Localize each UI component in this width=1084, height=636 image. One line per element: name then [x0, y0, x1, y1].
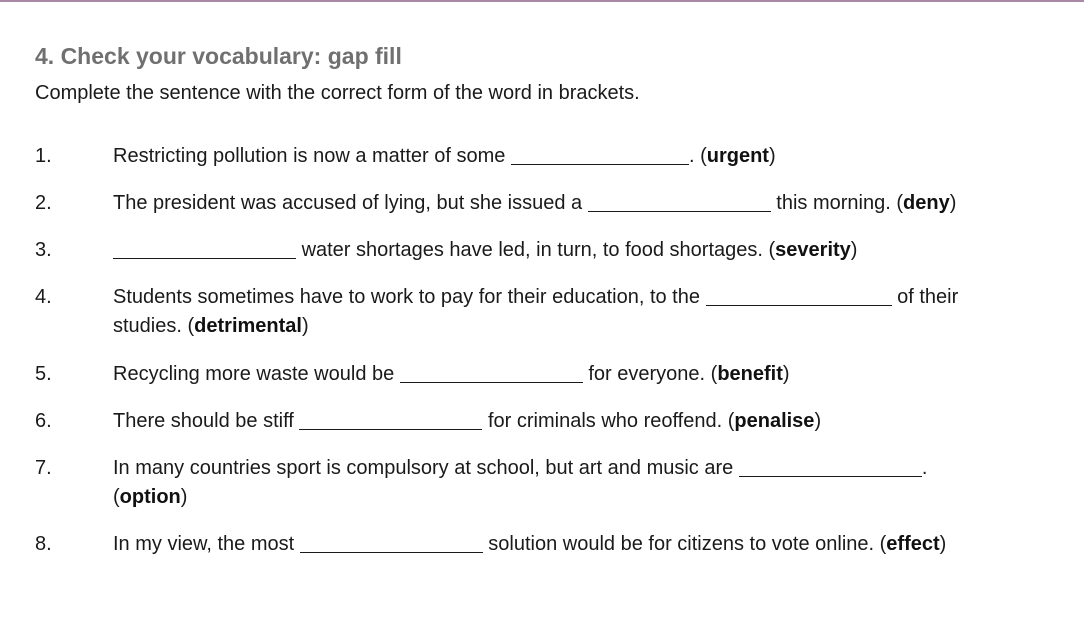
exercise-instructions: Complete the sentence with the correct form of the word in brackets. — [35, 82, 640, 104]
sentence-text: In many countries sport is compulsory at school, but art and music are — [113, 457, 734, 479]
sentence-text: . ( — [688, 145, 707, 167]
bracket-close: ) — [814, 410, 822, 432]
bracket-word: benefit — [717, 363, 783, 385]
item-number: 4. — [35, 286, 52, 308]
answer-blank[interactable] — [300, 551, 483, 553]
sentence-text: . — [921, 457, 928, 479]
sentence-text: Students sometimes have to work to pay for their education, to the — [113, 286, 700, 308]
sentence-text: In my view, the most — [113, 533, 295, 555]
answer-blank[interactable] — [706, 304, 892, 306]
answer-blank[interactable] — [299, 428, 482, 430]
bracket-word: detrimental — [194, 315, 302, 337]
sentence-text: ( — [113, 486, 120, 508]
sentence-text: of their — [897, 286, 959, 308]
bracket-close: ) — [850, 239, 858, 261]
bracket-word: penalise — [734, 410, 815, 432]
sentence-text: for criminals who reoffend. ( — [487, 410, 735, 432]
bracket-word: effect — [886, 533, 940, 555]
sentence-text: The president was accused of lying, but she issued a — [113, 192, 583, 214]
bracket-close: ) — [939, 533, 947, 555]
sentence-text: for everyone. ( — [588, 363, 718, 385]
answer-blank[interactable] — [739, 475, 922, 477]
sentence-text: this morning. ( — [776, 192, 904, 214]
top-border — [0, 0, 1084, 2]
bracket-close: ) — [180, 486, 188, 508]
item-number: 1. — [35, 145, 52, 167]
item-number: 5. — [35, 363, 52, 385]
bracket-word: option — [119, 486, 181, 508]
item-number: 7. — [35, 457, 52, 479]
sentence-text: solution would be for citizens to vote online. ( — [488, 533, 887, 555]
answer-blank[interactable] — [113, 257, 296, 259]
answer-blank[interactable] — [400, 381, 583, 383]
item-number: 8. — [35, 533, 52, 555]
bracket-word: urgent — [706, 145, 769, 167]
sentence-text: studies. ( — [113, 315, 195, 337]
answer-blank[interactable] — [588, 210, 771, 212]
answer-blank[interactable] — [511, 163, 689, 165]
sentence-text: Recycling more waste would be — [113, 363, 395, 385]
item-number: 3. — [35, 239, 52, 261]
bracket-close: ) — [301, 315, 309, 337]
bracket-close: ) — [768, 145, 776, 167]
sentence-text: water shortages have led, in turn, to food shortages. ( — [301, 239, 776, 261]
bracket-close: ) — [782, 363, 790, 385]
bracket-word: severity — [775, 239, 851, 261]
item-number: 6. — [35, 410, 52, 432]
bracket-word: deny — [903, 192, 950, 214]
sentence-text: Restricting pollution is now a matter of some — [113, 145, 506, 167]
item-number: 2. — [35, 192, 52, 214]
bracket-close: ) — [949, 192, 957, 214]
exercise-title: 4. Check your vocabulary: gap fill — [35, 43, 402, 69]
sentence-text: There should be stiff — [113, 410, 294, 432]
